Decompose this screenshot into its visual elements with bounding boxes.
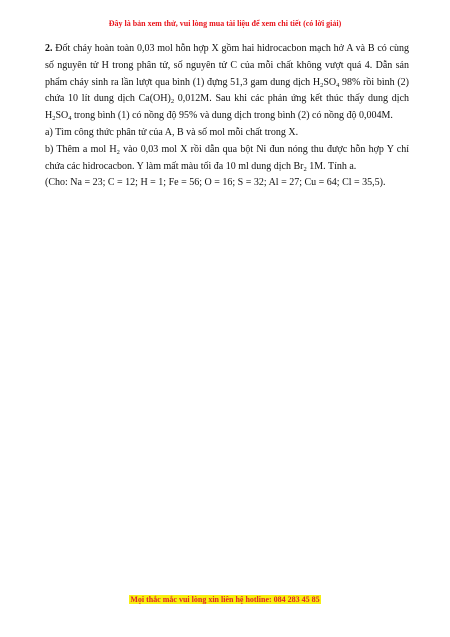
- given-atomic-masses: (Cho: Na = 23; C = 12; H = 1; Fe = 56; O = 16; S = 32; Al = 27; Cu = 64; Cl = 35,5).: [45, 177, 386, 189]
- subscript: 2: [303, 165, 307, 173]
- part-b-text-2: vào 0,03 mol X rồi dẫn qua bột Ni đun nóng thu được hỗn hợp Y chỉ chứa các hidrocacbon. Y làm mất màu tối đa 10 ml dung dịch Br: [45, 143, 410, 172]
- subscript: 4: [68, 115, 72, 123]
- subscript: 2: [116, 148, 120, 156]
- part-b-text-3: 1M. Tính a.: [306, 160, 357, 172]
- subscript: 2: [320, 81, 324, 89]
- subscript: 2: [52, 115, 56, 123]
- problem-text-5: SO: [55, 110, 69, 122]
- preview-notice: Đây là bản xem thử, vui lòng mua tài liệu để xem chi tiết (có lời giải): [108, 19, 342, 28]
- hotline-footer: [0, 595, 450, 604]
- problem-content: [45, 41, 409, 192]
- problem-text-3: 98% rồi bình (2) chứa 10 lít dung dịch Ca(OH): [45, 76, 409, 105]
- part-b-question: [45, 142, 409, 176]
- problem-number: 2.: [45, 43, 53, 54]
- subscript: 2: [170, 98, 175, 106]
- part-a-question: a) Tìm công thức phân tử của A, B và số mol mỗi chất trong X.: [45, 126, 299, 138]
- part-b-text-1: b) Thêm a mol H: [45, 143, 117, 155]
- problem-text-1: Đốt cháy hoàn toàn 0,03 mol hỗn hợp X gồm hai hidrocacbon mạch hở A và B có cùng số nguyên tử H trong phân tử, số nguyên tử C của mỗi chất không vượt quá 4. Dẫn sản phẩm cháy sinh ra lần lượt qua bình (1) đựng 51,3 gam dung dịch H: [45, 43, 409, 88]
- hotline-text: Mọi thắc mắc vui lòng xin liên hệ hotline: 084 283 45 85: [130, 595, 320, 604]
- problem-text-6: trong bình (1) có nồng độ 95% và dung dịch trong bình (2) có nồng độ 0,004M.: [71, 110, 393, 122]
- problem-text-2: SO: [323, 76, 337, 88]
- subscript: 4: [336, 81, 340, 89]
- problem-statement: [45, 41, 409, 125]
- problem-text-4: 0,012M. Sau khi các phản ứng kết thúc thấy dung dịch H: [45, 93, 410, 122]
